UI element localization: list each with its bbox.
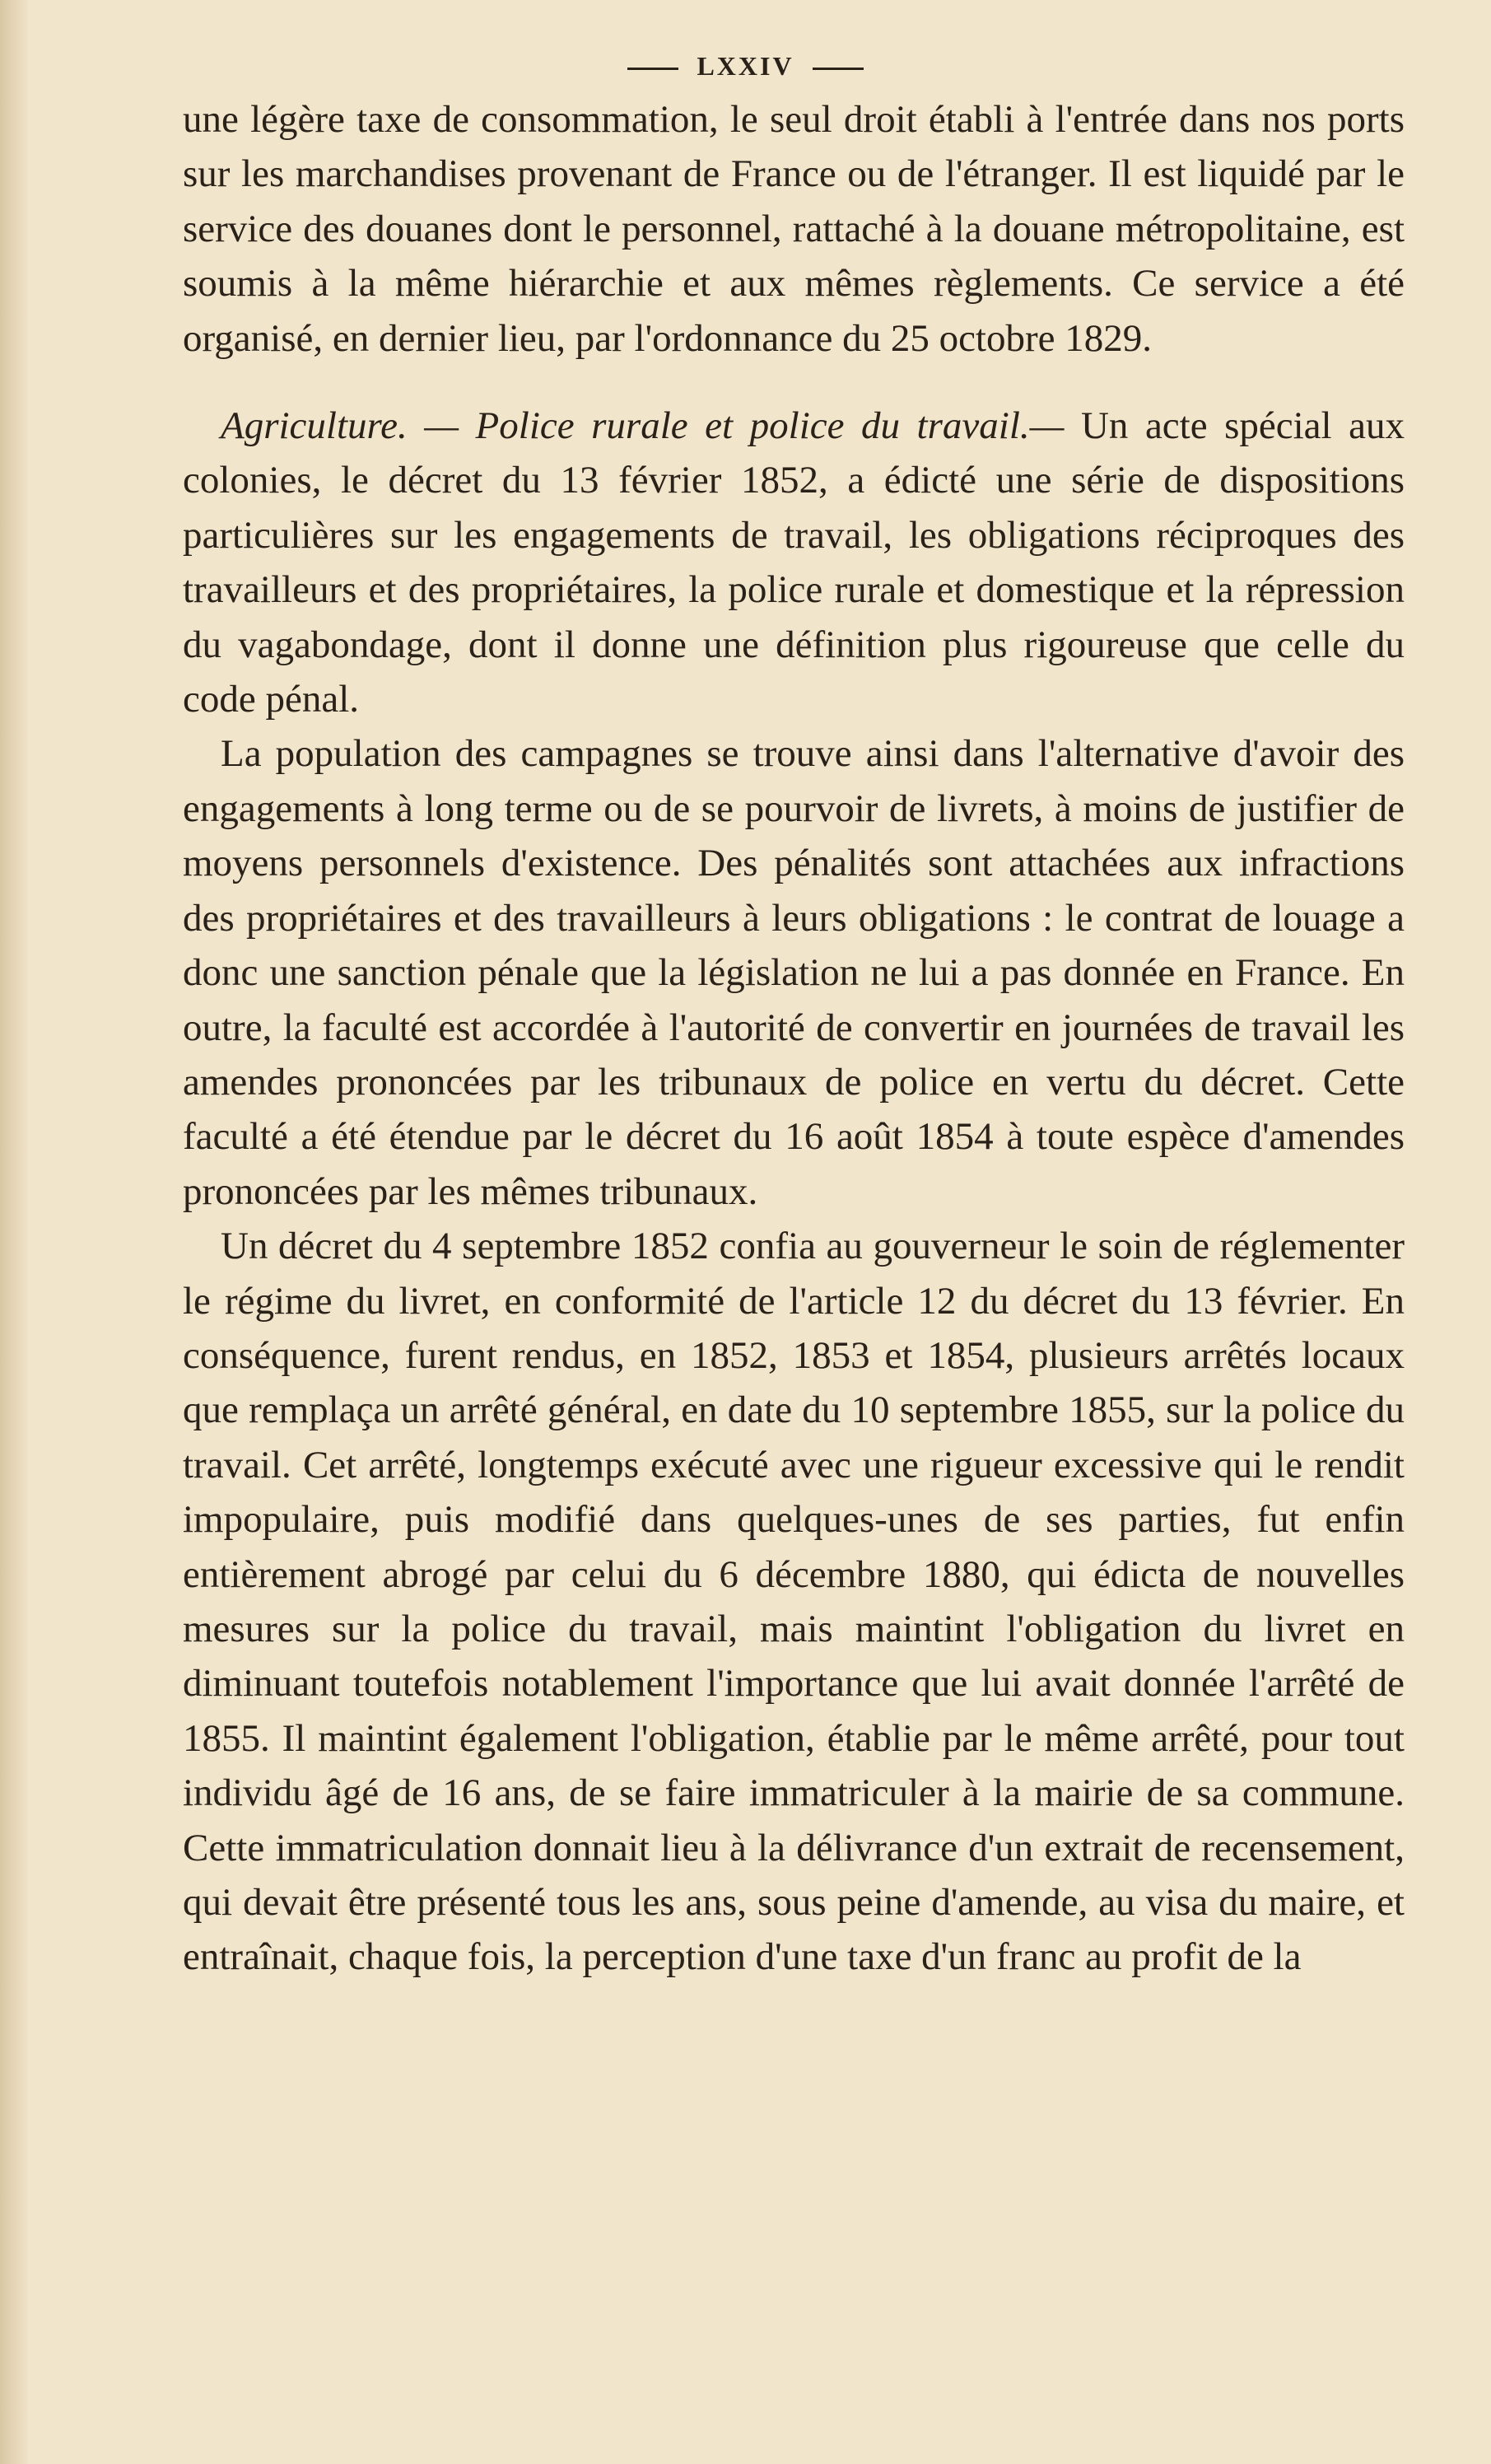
paragraph-population: La population des campagnes se trouve ainsi dans l'alternative d'avoir des engagements à long terme ou de se pourvoir de livrets, à moins de justifier de moyens personnels d'existence. Des pénalités sont attachées aux infractions des propriétaires et des travailleurs à leurs obligations : le contrat de louage a donc une sanction pénale que la législation ne lui a pas donnée en France. En outre, la faculté est accordée à l'autorité de convertir en journées de travail les amendes prononcées par les tribunaux de police en vertu du décret. Cette faculté a été étendue par le décret du 16 août 1854 à toute espèce d'amendes prononcées par les mêmes tribunaux. [183,732,1405,1213]
header-dash-right [813,68,864,70]
paragraph-douanes: une légère taxe de consommation, le seul droit établi à l'entrée dans nos ports sur les marchandises provenant de France ou de l'étranger. Il est liquidé par le service des douanes dont le personnel, rattaché à la douane métropolitaine, est soumis à la même hiérarchie et aux mêmes règlements. Ce service a été organisé, en dernier lieu, par l'ordonnance du 25 octobre 1829. [183,98,1405,360]
paragraph-decret: Un décret du 4 septembre 1852 confia au gouverneur le soin de réglementer le régime du livret, en conformité de l'article 12 du décret du 13 février. En conséquence, furent rendus, en 1852, 1853 et 1854, plusieurs arrêtés locaux que remplaça un arrêté général, en date du 10 septembre 1855, sur la police du travail. Cet arrêté, longtemps exécuté avec une rigueur excessive qui le rendit impopulaire, puis modifié dans quelques-unes de ses parties, fut enfin entièrement abrogé par celui du 6 décembre 1880, qui édicta de nouvelles mesures sur la police du travail, mais maintint l'obligation du livret en diminuant toutefois notablement l'importance que lui avait donnée l'arrêté de 1855. Il maintint également l'obligation, établie par le même arrêté, pour tout individu âgé de 16 ans, de se faire immatriculer à la mairie de sa commune. Cette immatriculation donnait lieu à la délivrance d'un extrait de recensement, qui devait être présenté tous les ans, sous peine d'amende, au visa du maire, et entraînait, chaque fois, la perception d'une taxe d'un franc au profit de la [183,1225,1405,1979]
page-header [0,51,1491,82]
section-gap [183,366,1405,399]
page-body [183,92,1405,1985]
page-number: LXXIV [697,51,794,81]
paragraph-agriculture-text: Un acte spécial aux colonies, le décret du 13 février 1852, a édicté une série de dispositions particulières sur les engagements de travail, les obligations réciproques des travailleurs et des propriétaires, la police rurale et domestique et la répression du vagabondage, dont il donne une définition plus rigoureuse que celle du code pénal. [183,404,1405,721]
section-heading: Agriculture. — Police rurale et police du travail.— [221,404,1065,448]
page-edge [0,0,28,2464]
paragraph-agriculture [183,399,1405,726]
header-dash-left [627,68,678,70]
